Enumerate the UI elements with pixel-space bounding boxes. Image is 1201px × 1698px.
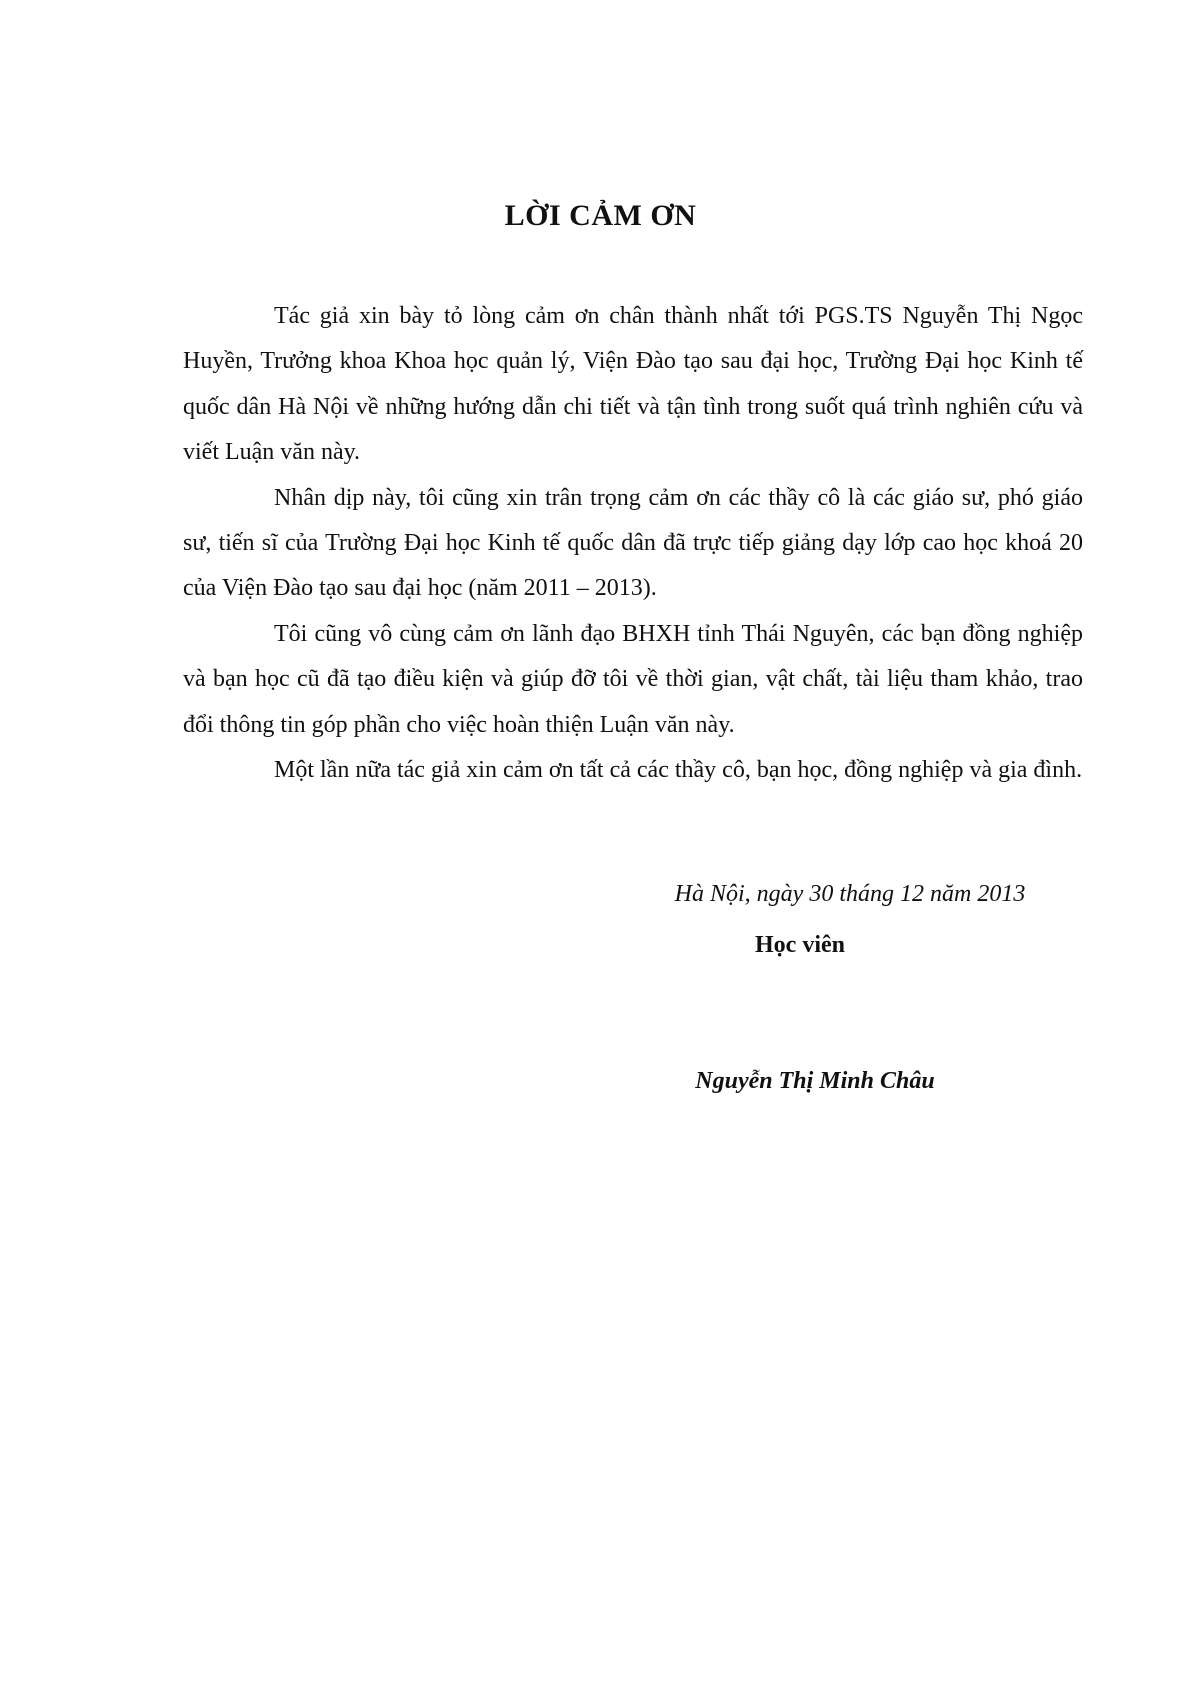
signature-name: Nguyễn Thị Minh Châu (695, 1068, 935, 1094)
body-text (183, 294, 1083, 793)
signature-place-date: Hà Nội, ngày 30 tháng 12 năm 2013 (674, 881, 1026, 907)
paragraph-3: Tôi cũng vô cùng cảm ơn lãnh đạo BHXH tỉnh Thái Nguyên, các bạn đồng nghiệp và bạn học cũ đã tạo điều kiện và giúp đỡ tôi về thời gian, vật chất, tài liệu tham khảo, trao đổi thông tin góp phần cho việc hoàn thiện Luận văn này. (183, 620, 1083, 738)
paragraph-4: Một lần nữa tác giả xin cảm ơn tất cả các thầy cô, bạn học, đồng nghiệp và gia đình. (274, 757, 1083, 784)
paragraph-1: Tác giả xin bày tỏ lòng cảm ơn chân thành nhất tới PGS.TS Nguyễn Thị Ngọc Huyền, Trưởng khoa Khoa học quản lý, Viện Đào tạo sau đại học, Trường Đại học Kinh tế quốc dân Hà Nội về những hướng dẫn chi tiết và tận tình trong suốt quá trình nghiên cứu và viết Luận văn này. (183, 303, 1083, 466)
page-title: LỜI CẢM ƠN (504, 199, 697, 232)
signature-role: Học viên (755, 932, 845, 958)
paragraph-2: Nhân dịp này, tôi cũng xin trân trọng cảm ơn các thầy cô là các giáo sư, phó giáo sư, tiến sĩ của Trường Đại học Kinh tế quốc dân đã trực tiếp giảng dạy lớp cao học khoá 20 của Viện Đào tạo sau đại học (năm 2011 – 2013). (183, 484, 1083, 602)
